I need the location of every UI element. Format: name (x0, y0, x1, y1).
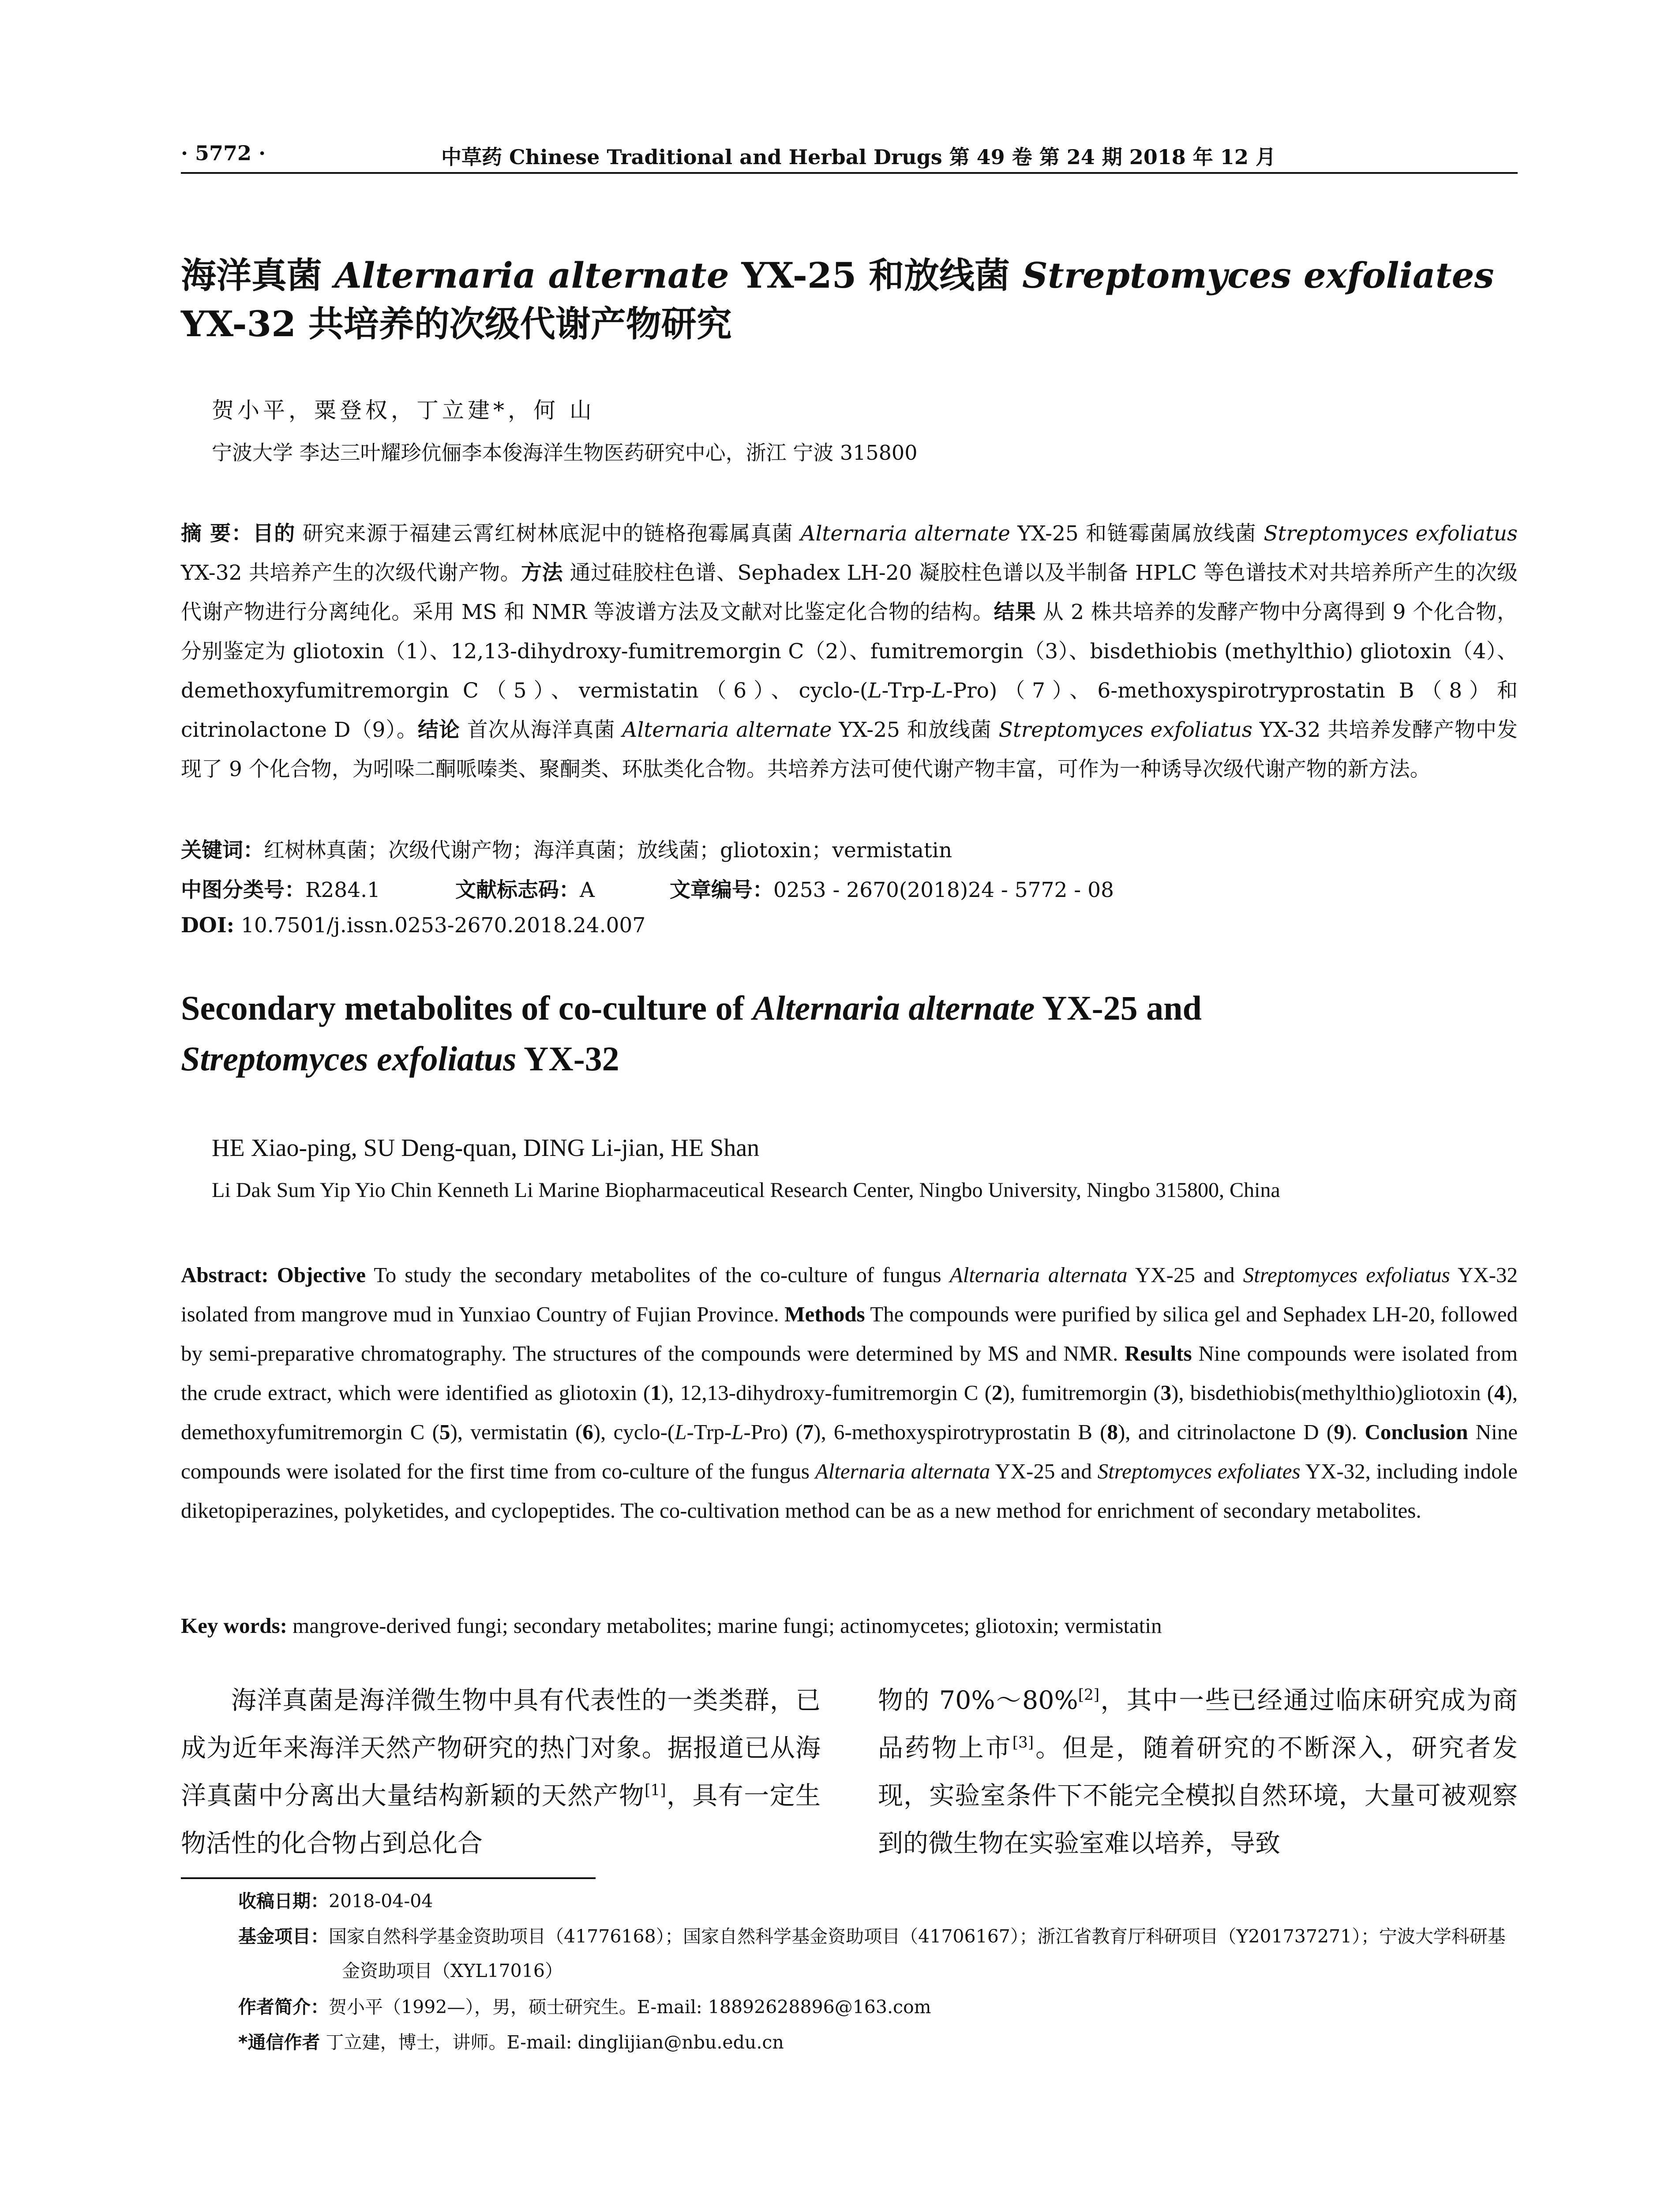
abstract-text: ), demethoxyfumitremorgin C ( (181, 1381, 1518, 1444)
abstract-text: -Trp- (686, 1420, 732, 1444)
abstract-text: ), bisdethiobis(methylthio)gliotoxin ( (1171, 1381, 1494, 1405)
en-keywords-label: Key words: (181, 1613, 287, 1638)
journal-title: 中草药 Chinese Traditional and Herbal Drugs 第 49 卷 第 24 期 2018 年 12 月 (441, 145, 1276, 169)
en-abstract-label: Abstract: Objective (181, 1263, 366, 1287)
cn-title-line2: YX-32 共培养的次级代谢产物研究 (181, 303, 732, 345)
body-text: 物的 70%～80% (878, 1686, 1078, 1715)
en-title (181, 988, 1202, 1028)
doi-label: DOI: (181, 913, 235, 938)
body-text: 。但是，随着研究的不断深入，研究者发现，实验室条件下不能完全模拟自然环境，大量可被观察到的微生物在实验室难以培养，导致 (878, 1733, 1518, 1858)
abstract-text: -Pro)（7）、6-methoxyspirotryprostatin B（8）和 citrinolactone D（9）。 (181, 679, 1518, 742)
compound-number: 5 (439, 1420, 450, 1444)
cn-title-text: YX-25 和放线菌 (729, 255, 1023, 296)
abstract-text: Nine compounds were isolated for the first time from co-culture of the fungus (181, 1420, 1518, 1483)
header-rule (181, 172, 1518, 174)
doc-code-label: 文献标志码： (455, 878, 580, 902)
en-abstract (181, 1255, 1518, 1530)
abstract-text: ). (1344, 1420, 1365, 1444)
keywords-text: 红树林真菌；次级代谢产物；海洋真菌；放线菌；gliotoxin；vermistatin (264, 838, 952, 863)
abstract-text: YX-25 和放线菌 (832, 718, 999, 742)
abstract-text: The compounds were purified by silica gel and Sephadex LH-20, followed by semi-preparative chromatography. The structures of the compounds were determined by MS and NMR. (181, 1302, 1518, 1366)
en-keywords (181, 1606, 1518, 1645)
doi (181, 913, 645, 938)
abstract-text: To study the secondary metabolites of the co-culture of fungus (366, 1263, 950, 1287)
en-title-species: Alternaria alternate (753, 989, 1035, 1027)
abstract-text: -Trp- (881, 679, 932, 703)
abstract-text: ), fumitremorgin ( (1002, 1381, 1161, 1405)
footnote-rule (181, 1877, 596, 1879)
keywords-label: 关键词： (181, 838, 264, 863)
abstract-text: 通过硅胶柱色谱、Sephadex LH-20 凝胶柱色谱以及半制备 HPLC 等色谱技术对共培养所产生的次级代谢产物进行分离纯化。采用 MS 和 NMR 等波谱方法及文献对比鉴定化合物的结构。 (181, 561, 1518, 624)
footnote-received (238, 1884, 433, 1918)
footnote-label: 作者简介： (238, 1996, 329, 2018)
compound-number: 3 (1160, 1381, 1171, 1405)
footnote-text: 2018-04-04 (329, 1891, 433, 1912)
body-text: ，其中一些已经通过临床研究成为商品药物上市 (878, 1686, 1518, 1763)
abstract-text: YX-32 isolated from mangrove mud in Yunxiao Country of Fujian Province. (181, 1263, 1518, 1326)
species-name: Alternaria alternata (815, 1459, 990, 1483)
cn-title (181, 247, 1494, 298)
cn-title-species: Streptomyces exfoliates (1022, 255, 1494, 296)
footnote-correspondence (238, 2025, 784, 2060)
species-name: Streptomyces exfoliates (1097, 1459, 1301, 1483)
footnote-label: 收稿日期： (238, 1891, 329, 1912)
abstract-text: YX-32, including indole diketopiperazines, polyketides, and cyclopeptides. The co-cultivation method can be as a new method for enrichment of secondary metabolites. (181, 1459, 1518, 1523)
stereo-label: L (675, 1420, 687, 1444)
cn-classification (181, 874, 1518, 903)
compound-number: 6 (582, 1420, 593, 1444)
body-text: 海洋真菌是海洋微生物中具有代表性的一类类群，已成为近年来海洋天然产物研究的热门对象。据报道已从海洋真菌中分离出大量结构新颖的天然产物 (181, 1686, 821, 1810)
en-title-text: Secondary metabolites of co-culture of (181, 989, 753, 1027)
abstract-text: ), cyclo-( (593, 1420, 675, 1444)
species-name: Alternaria alternate (622, 718, 832, 742)
conclusion-label: 结论 (417, 718, 460, 742)
footnote-funding (238, 1919, 1518, 1988)
compound-number: 9 (1334, 1420, 1345, 1444)
species-name: Streptomyces exfoliatus (1264, 521, 1518, 546)
article-no-label: 文章编号： (669, 878, 773, 902)
page-number: · 5772 · (181, 141, 266, 165)
compound-number: 8 (1107, 1420, 1118, 1444)
footnote-label: 基金项目： (238, 1926, 329, 1947)
en-affiliation: Li Dak Sum Yip Yio Chin Kenneth Li Marine Biopharmaceutical Research Center, Ningbo University, Ningbo 315800, China (212, 1178, 1280, 1202)
en-conclusion-label: Conclusion (1365, 1420, 1468, 1444)
species-name: Streptomyces exfoliatus (1243, 1263, 1450, 1287)
doi-value[interactable]: 10.7501/j.issn.0253-2670.2018.24.007 (234, 913, 646, 938)
en-title-text: YX-25 and (1035, 989, 1202, 1027)
doc-code-value: A (579, 878, 595, 902)
body-column-left (181, 1677, 821, 1867)
species-name: Alternaria alternata (949, 1263, 1128, 1287)
citation-ref[interactable]: [1] (645, 1782, 666, 1799)
abstract-text: YX-32 共培养发酵产物中发现了 9 个化合物，为吲哚二酮哌嗪类、聚酮类、环肽类化合物。共培养方法可使代谢产物丰富，可作为一种诱导次级代谢产物的新方法。 (181, 718, 1518, 781)
compound-number: 2 (991, 1381, 1003, 1405)
cn-title-species: Alternaria alternate (334, 255, 729, 296)
abstract-label: 摘 要： (181, 521, 253, 546)
en-authors: HE Xiao-ping, SU Deng-quan, DING Li-jian, HE Shan (212, 1134, 760, 1162)
citation-ref[interactable]: [3] (1012, 1734, 1034, 1752)
abstract-text: ), and citrinolactone D ( (1118, 1420, 1334, 1444)
stereo-label: L (868, 679, 882, 703)
compound-number: 4 (1494, 1381, 1505, 1405)
abstract-text: ), 12,13-dihydroxy-fumitremorgin C ( (661, 1381, 992, 1405)
footnote-author (238, 1990, 931, 2024)
species-name: Alternaria alternate (800, 521, 1010, 546)
cn-affiliation: 宁波大学 李达三叶耀珍伉俪李本俊海洋生物医药研究中心，浙江 宁波 315800 (212, 441, 918, 465)
footnote-text: 贺小平（1992—），男，硕士研究生。E-mail: 18892628896@163.com (329, 1996, 931, 2018)
methods-label: 方法 (521, 561, 563, 585)
en-title-line2 (181, 1039, 619, 1079)
abstract-text: YX-32 共培养产生的次级代谢产物。 (181, 561, 521, 585)
en-results-label: Results (1125, 1341, 1192, 1366)
abstract-text: YX-25 and (990, 1459, 1098, 1483)
footnote-text: 国家自然科学基金资助项目（41776168）；国家自然科学基金资助项目（41706167）；浙江省教育厅科研项目（Y201737271）；宁波大学科研基金资助项目（XYL17016） (329, 1926, 1506, 1981)
objective-label: 目的 (252, 521, 296, 546)
abstract-text: YX-25 和链霉菌属放线菌 (1010, 521, 1264, 546)
stereo-label: L (731, 1420, 744, 1444)
abstract-text: ), 6-methoxyspirotryprostatin B ( (814, 1420, 1107, 1444)
citation-ref[interactable]: [2] (1078, 1686, 1100, 1704)
abstract-text: 首次从海洋真菌 (467, 718, 622, 742)
cn-abstract (181, 514, 1518, 789)
abstract-text: YX-25 and (1127, 1263, 1243, 1287)
results-label: 结果 (994, 600, 1036, 624)
article-no-value: 0253 - 2670(2018)24 - 5772 - 08 (773, 878, 1114, 902)
footnote-text: 丁立建，博士，讲师。E-mail: dinglijian@nbu.edu.cn (320, 2032, 784, 2053)
compound-number: 7 (802, 1420, 814, 1444)
abstract-text: Nine compounds were isolated from the crude extract, which were identified as gliotoxin ( (181, 1341, 1518, 1405)
cn-keywords (181, 834, 952, 863)
abstract-text: ), vermistatin ( (450, 1420, 583, 1444)
abstract-text: 研究来源于福建云霄红树林底泥中的链格孢霉属真菌 (302, 521, 801, 546)
footnote-label: *通信作者 (238, 2032, 320, 2053)
species-name: Streptomyces exfoliatus (998, 718, 1252, 742)
en-keywords-text: mangrove-derived fungi; secondary metabolites; marine fungi; actinomycetes; gliotoxin; vermistatin (287, 1613, 1162, 1638)
body-text: ，具有一定生物活性的化合物占到总化合 (181, 1781, 821, 1858)
en-title-species: Streptomyces exfoliatus (181, 1039, 517, 1078)
body-column-right (878, 1677, 1518, 1867)
cn-title-text: 海洋真菌 (181, 255, 334, 296)
clc-value: R284.1 (305, 878, 380, 902)
abstract-text: 从 2 株共培养的发酵产物中分离得到 9 个化合物，分别鉴定为 gliotoxin（1）、12,13-dihydroxy-fumitremorgin C（2）、fumitremorgin（3）、bisdethiobis (methylthio) gliotoxin（4）、demethoxyfumitremorgin C（5）、vermistatin（6）、cyclo-( (181, 600, 1518, 703)
abstract-text: -Pro) ( (743, 1420, 803, 1444)
en-methods-label: Methods (784, 1302, 865, 1326)
clc-label: 中图分类号： (181, 878, 305, 902)
running-header (181, 141, 1518, 168)
en-title-text: YX-32 (516, 1039, 619, 1078)
cn-authors: 贺小平，粟登权，丁立建*，何 山 (212, 398, 595, 423)
stereo-label: L (932, 679, 946, 703)
compound-number: 1 (650, 1381, 661, 1405)
